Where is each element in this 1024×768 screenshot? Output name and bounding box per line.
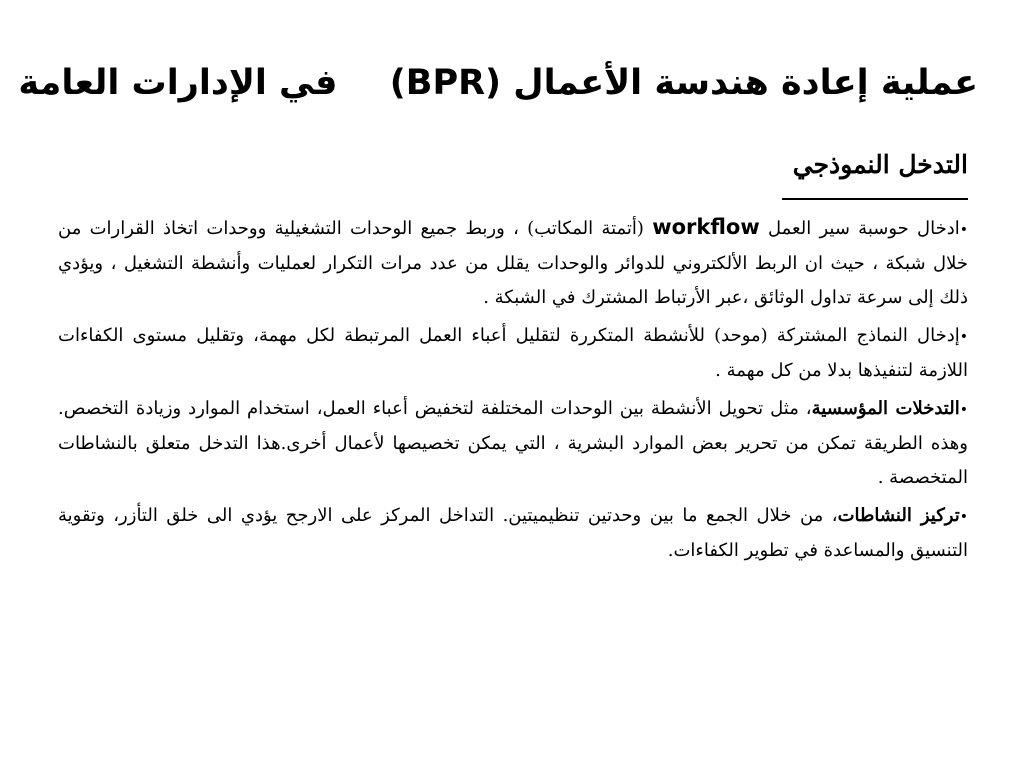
heading-underline [782, 198, 968, 200]
paragraph-institutional [58, 392, 968, 495]
bullet-icon: • [959, 509, 968, 525]
slide-title [18, 62, 978, 104]
title-part-1: عملية إعادة هندسة الأعمال [513, 63, 978, 103]
paragraph-lead: ادخال حوسبة سير العمل [759, 218, 960, 239]
paragraph-concentration [58, 499, 968, 568]
body-text [58, 210, 968, 572]
paragraph-text: (أتمتة المكاتب) ، وربط جميع الوحدات التشغيلية ووحدات اتخاذ القرارات من خلال شبكة ، حيث ان الربط الألكتروني للدوائر والوحدات يقلل من عدد مرات التكرار لعمليات وأنشطة التشغيل ، ويؤدي ذلك إلى سرعة تداول الوثائق ،عبر الأرتباط المشترك في الشبكة . [58, 218, 968, 308]
workflow-keyword: workflow [652, 215, 760, 239]
bullet-icon: • [959, 329, 968, 345]
paragraph-shared-models [58, 319, 968, 388]
bullet-icon: • [959, 222, 968, 238]
section-heading: التدخل النموذجي [792, 150, 968, 179]
paragraph-bold-term: تركيز النشاطات [837, 505, 960, 526]
title-acronym: (BPR) [389, 63, 502, 103]
paragraph-text: ، مثل تحويل الأنشطة بين الوحدات المختلفة لتخفيض أعباء العمل، استخدام الموارد وزيادة التخصص. وهذه الطريقة تمكن من تحرير بعض الموارد البشرية ، التي يمكن تخصيصها لأعمال أخرى.هذا التدخل متعلق بالنشاطات المتخصصة . [58, 398, 968, 488]
paragraph-bold-term: التدخلات المؤسسية [811, 398, 960, 419]
paragraph-text: إدخال النماذج المشتركة (موحد) للأنشطة المتكررة لتقليل أعباء العمل المرتبطة لكل مهمة، وتقليل مستوى الكفاءات اللازمة لتنفيذها بدلا من كل مهمة . [58, 325, 968, 381]
paragraph-text: ، من خلال الجمع ما بين وحدتين تنظيميتين. التداخل المركز على الارجح يؤدي الى خلق التأزر، وتقوية التنسيق والمساعدة في تطوير الكفاءات. [58, 505, 968, 561]
paragraph-workflow [58, 210, 968, 315]
title-part-2: في الإدارات العامة [18, 63, 338, 103]
bullet-icon: • [959, 402, 968, 418]
